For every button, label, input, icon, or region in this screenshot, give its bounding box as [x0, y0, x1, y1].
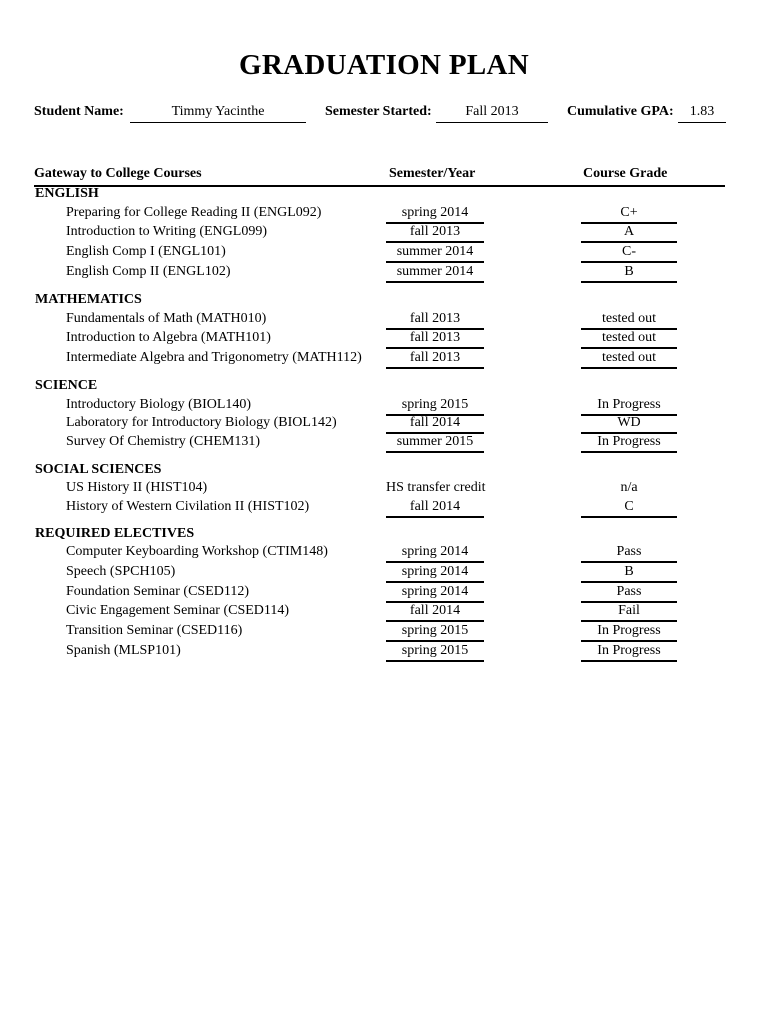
course-grade: Pass: [581, 544, 677, 563]
course-name: Intermediate Algebra and Trigonometry (MATH112): [66, 350, 362, 365]
course-grade: In Progress: [581, 434, 677, 453]
course-semester: fall 2014: [386, 499, 484, 518]
table-row: [0, 582, 768, 602]
course-name: English Comp II (ENGL102): [66, 264, 231, 279]
course-grade: B: [581, 264, 677, 283]
table-row: [0, 309, 768, 329]
course-name: Speech (SPCH105): [66, 564, 176, 579]
course-semester: spring 2014: [386, 205, 484, 224]
course-grade: B: [581, 564, 677, 583]
table-row: [0, 242, 768, 262]
table-row: [0, 601, 768, 621]
cumulative-gpa-label: Cumulative GPA:: [567, 104, 674, 119]
course-name: English Comp I (ENGL101): [66, 244, 226, 259]
table-row: [0, 348, 768, 368]
course-name: Introduction to Algebra (MATH101): [66, 330, 271, 345]
course-name: Preparing for College Reading II (ENGL092): [66, 205, 322, 220]
table-row: [0, 328, 768, 348]
course-semester: fall 2013: [386, 330, 484, 349]
course-name: Foundation Seminar (CSED112): [66, 584, 250, 599]
cumulative-gpa-value: 1.83: [678, 104, 726, 123]
course-semester: spring 2014: [386, 564, 484, 583]
course-semester: spring 2015: [386, 397, 484, 416]
table-row: [0, 562, 768, 582]
table-row: [0, 641, 768, 661]
course-name: History of Western Civilation II (HIST102): [66, 499, 310, 514]
course-semester: fall 2013: [386, 311, 484, 330]
table-row: [0, 413, 768, 433]
course-grade: tested out: [581, 311, 677, 330]
course-semester: summer 2015: [386, 434, 484, 453]
course-name: Fundamentals of Math (MATH010): [66, 311, 267, 326]
table-row: [0, 203, 768, 223]
course-semester: spring 2015: [386, 623, 484, 642]
section-required-electives-title: REQUIRED ELECTIVES: [35, 526, 195, 541]
semester-started-value: Fall 2013: [436, 104, 548, 123]
table-row: [0, 621, 768, 641]
header-grade: Course Grade: [583, 166, 668, 181]
header-courses: Gateway to College Courses: [34, 166, 202, 181]
table-row: [0, 432, 768, 452]
section-mathematics-title: MATHEMATICS: [35, 292, 142, 307]
course-name: US History II (HIST104): [66, 480, 208, 495]
section-science-title: SCIENCE: [35, 378, 98, 393]
table-row: [0, 542, 768, 562]
semester-started-label: Semester Started:: [325, 104, 432, 119]
course-grade: C-: [581, 244, 677, 263]
course-grade: tested out: [581, 350, 677, 369]
student-name-label: Student Name:: [34, 104, 124, 119]
course-semester: summer 2014: [386, 244, 484, 263]
course-name: Transition Seminar (CSED116): [66, 623, 243, 638]
course-name: Survey Of Chemistry (CHEM131): [66, 434, 261, 449]
course-grade: tested out: [581, 330, 677, 349]
course-name: Laboratory for Introductory Biology (BIOL142): [66, 415, 337, 430]
course-grade: Pass: [581, 584, 677, 603]
course-semester: fall 2013: [386, 224, 484, 243]
header-semester: Semester/Year: [389, 166, 476, 181]
course-semester: HS transfer credit: [386, 480, 486, 495]
section-english-title: ENGLISH: [35, 186, 99, 201]
course-semester: spring 2015: [386, 643, 484, 662]
table-row: [0, 395, 768, 415]
course-name: Spanish (MLSP101): [66, 643, 181, 658]
course-grade: Fail: [581, 603, 677, 622]
course-grade: A: [581, 224, 677, 243]
section-social-sciences-title: SOCIAL SCIENCES: [35, 462, 162, 477]
student-info: [0, 102, 768, 124]
page-title: GRADUATION PLAN: [239, 49, 529, 81]
student-name-value: Timmy Yacinthe: [130, 104, 306, 123]
course-semester: spring 2014: [386, 544, 484, 563]
course-grade: C+: [581, 205, 677, 224]
course-grade: WD: [581, 415, 677, 434]
table-row: [0, 262, 768, 282]
course-semester: fall 2014: [386, 415, 484, 434]
course-grade: In Progress: [581, 623, 677, 642]
course-grade: n/a: [620, 480, 638, 495]
course-semester: fall 2013: [386, 350, 484, 369]
course-semester: spring 2014: [386, 584, 484, 603]
table-row: [0, 478, 768, 498]
course-grade: C: [581, 499, 677, 518]
course-semester: summer 2014: [386, 264, 484, 283]
course-name: Introduction to Writing (ENGL099): [66, 224, 267, 239]
course-semester: fall 2014: [386, 603, 484, 622]
table-header: [34, 166, 725, 187]
course-name: Introductory Biology (BIOL140): [66, 397, 252, 412]
course-grade: In Progress: [581, 643, 677, 662]
course-name: Civic Engagement Seminar (CSED114): [66, 603, 290, 618]
course-grade: In Progress: [581, 397, 677, 416]
course-name: Computer Keyboarding Workshop (CTIM148): [66, 544, 328, 559]
table-row: [0, 222, 768, 242]
table-row: [0, 497, 768, 517]
